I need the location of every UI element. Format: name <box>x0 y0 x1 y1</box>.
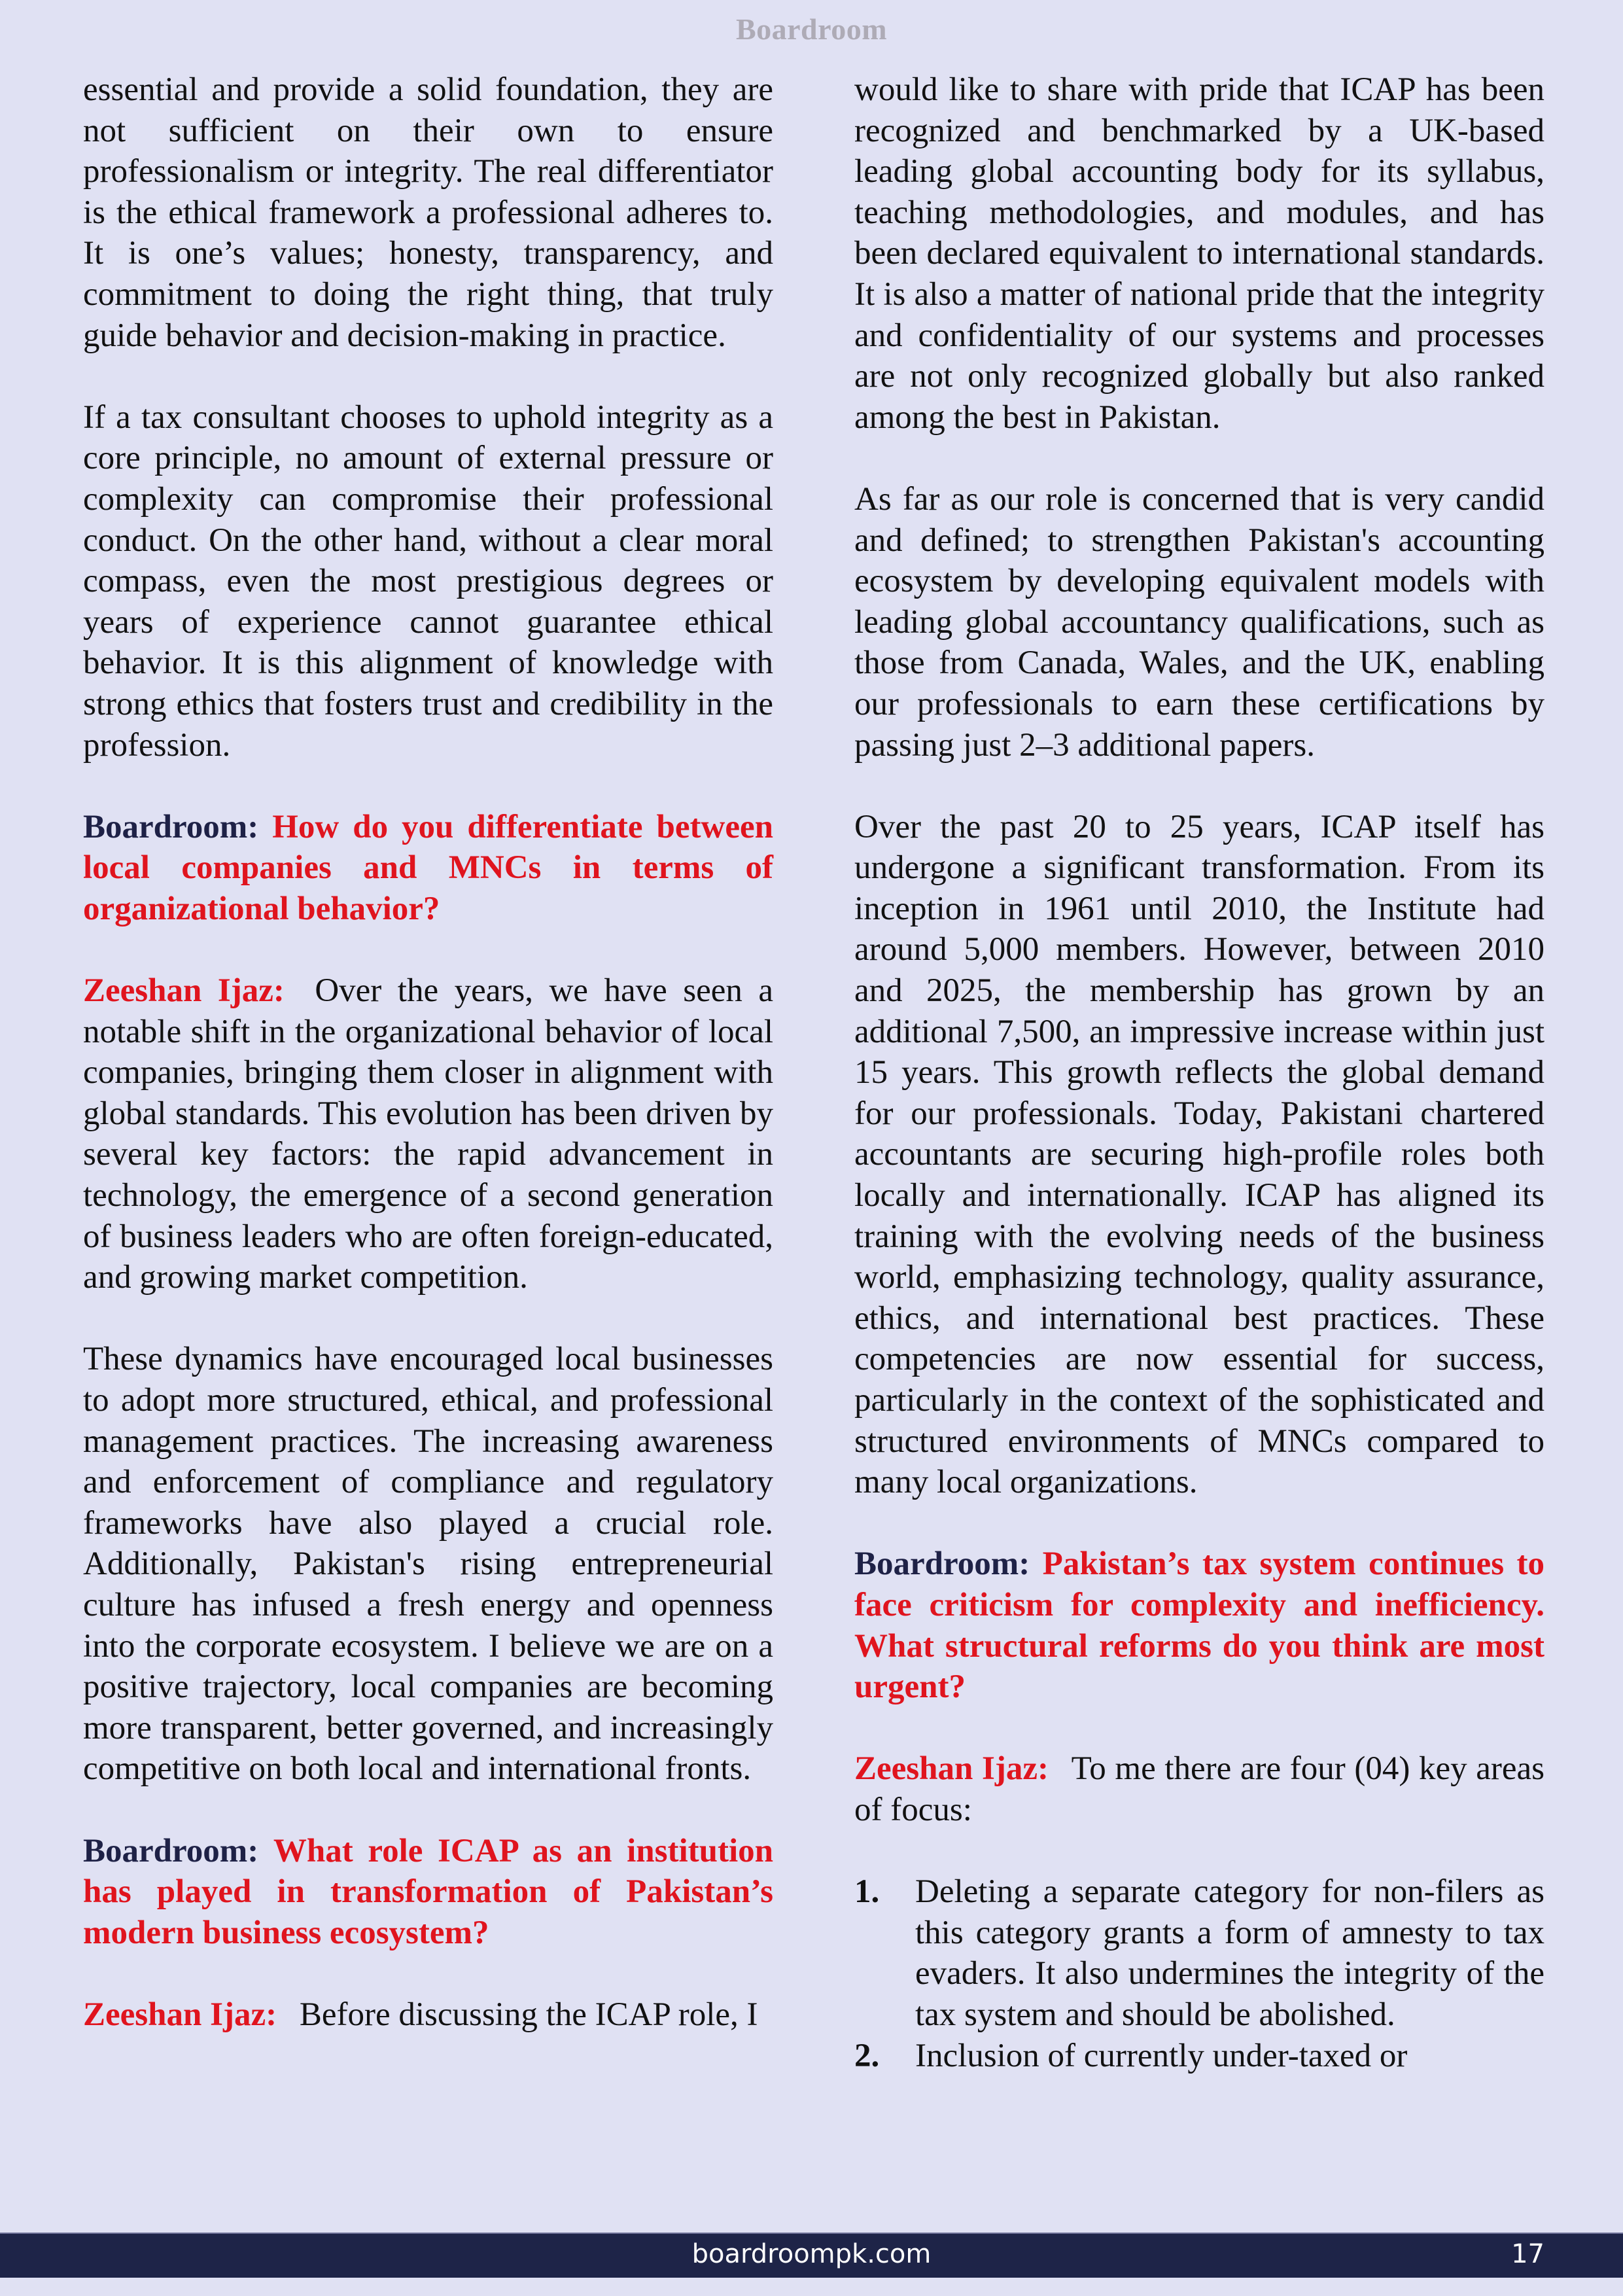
interview-answer <box>854 1748 1544 1830</box>
page-footer <box>0 2233 1623 2278</box>
interview-answer <box>83 970 773 1298</box>
question-text: How do you differentiate between local companies and MNCs in terms of organizational behavior? <box>83 808 773 927</box>
interview-question <box>83 1831 773 1954</box>
interview-question <box>854 1544 1544 1707</box>
reform-list <box>854 1871 1544 2076</box>
paragraph: If a tax consultant chooses to uphold integrity as a core principle, no amount of external pressure or complexity can compromise their professional conduct. On the other hand, without a clear moral compass, even the most prestigious degrees or years of experience cannot guarantee ethical behavior. It is this alignment of knowledge with strong ethics that fosters trust and credibility in the profession. <box>83 398 773 764</box>
paragraph: essential and provide a solid foundation, they are not sufficient on their own to ensure professionalism or integrity. The real differentiator is the ethical framework a professional adheres to. It is one’s values; honesty, transparency, and commitment to doing the right thing, that truly guide behavior and decision-making in practice. <box>83 71 773 354</box>
interviewee-label: Zeeshan Ijaz: <box>83 972 285 1010</box>
list-number: 2. <box>854 2037 880 2074</box>
paragraph: would like to share with pride that ICAP has been recognized and benchmarked by a UK-based leading global accounting body for its syllabus, teaching methodologies, and modules, and has been declared equivalent to international standards. It is also a matter of national pride that the integrity and confidentiality of our systems and processes are not only recognized globally but also ranked among the best in Pakistan. <box>854 71 1544 436</box>
right-column <box>854 69 1544 2076</box>
interviewer-label: Boardroom: <box>83 808 259 845</box>
page-number: 17 <box>1511 2239 1544 2269</box>
paragraph: These dynamics have encouraged local businesses to adopt more structured, ethical, and professional management practices. The increasing awareness and enforcement of compliance and regulatory frameworks have also played a crucial role. Additionally, Pakistan's rising entrepreneurial culture has infused a fresh energy and openness into the corporate ecosystem. I believe we are on a positive trajectory, local companies are becoming more transparent, better governed, and increasingly competitive on both local and international fronts. <box>83 1341 773 1788</box>
left-column <box>83 69 773 2076</box>
paragraph: As far as our role is concerned that is very candid and defined; to strengthen Pakistan's accounting ecosystem by developing equivalent models with leading global accountancy qualifications, such as those from Canada, Wales, and the UK, enabling our professionals to earn these certifications by passing just 2–3 additional papers. <box>854 480 1544 764</box>
list-item <box>854 1871 1544 2035</box>
publication-masthead: Boardroom <box>735 12 888 46</box>
interviewer-label: Boardroom: <box>83 1832 259 1869</box>
question-text: What role ICAP as an institution has played in transformation of Pakistan’s modern business ecosystem? <box>83 1832 774 1951</box>
answer-text: Over the years, we have seen a notable shift in the organizational behavior of local companies, bringing them closer in alignment with global standards. This evolution has been driven by several key factors: the rapid advancement in technology, the emergence of a second generation of business leaders who are often foreign-educated, and growing market competition. <box>83 972 773 1296</box>
interviewee-label: Zeeshan Ijaz: <box>854 1750 1049 1788</box>
interviewer-label: Boardroom: <box>854 1545 1030 1583</box>
paragraph: Over the past 20 to 25 years, ICAP itself has undergone a significant transformation. From its inception in 1961 until 2010, the Institute had around 5,000 members. However, between 2010 and 2025, the membership has grown by an additional 7,500, an impressive increase within just 15 years. This growth reflects the global demand for our professionals. Today, Pakistani chartered accountants are securing high-profile roles both locally and internationally. ICAP has aligned its training with the evolving needs of the business world, emphasizing technology, quality assurance, ethics, and international best practices. These competencies are now essential for success, particularly in the context of the sophisticated and structured environments of MNCs compared to many local organizations. <box>854 808 1544 1501</box>
list-text: Inclusion of currently under-taxed or <box>915 2037 1408 2074</box>
website-link[interactable]: boardroompk.com <box>691 2239 932 2269</box>
list-number: 1. <box>854 1873 880 1911</box>
answer-text: To me there are four (04) key areas of focus: <box>854 1750 1544 1828</box>
interview-answer <box>83 1994 773 2036</box>
interviewee-label: Zeeshan Ijaz: <box>83 1996 277 2033</box>
interview-question <box>83 807 773 930</box>
answer-text: Before discussing the ICAP role, I <box>299 1996 758 2033</box>
list-text: Deleting a separate category for non-filers as this category grants a form of amnesty to tax evaders. It also undermines the integrity of the tax system and should be abolished. <box>915 1873 1544 2033</box>
list-item <box>854 2036 1544 2077</box>
question-text: Pakistan’s tax system continues to face criticism for complexity and inefficiency. What structural reforms do you think are most urgent? <box>854 1545 1544 1706</box>
